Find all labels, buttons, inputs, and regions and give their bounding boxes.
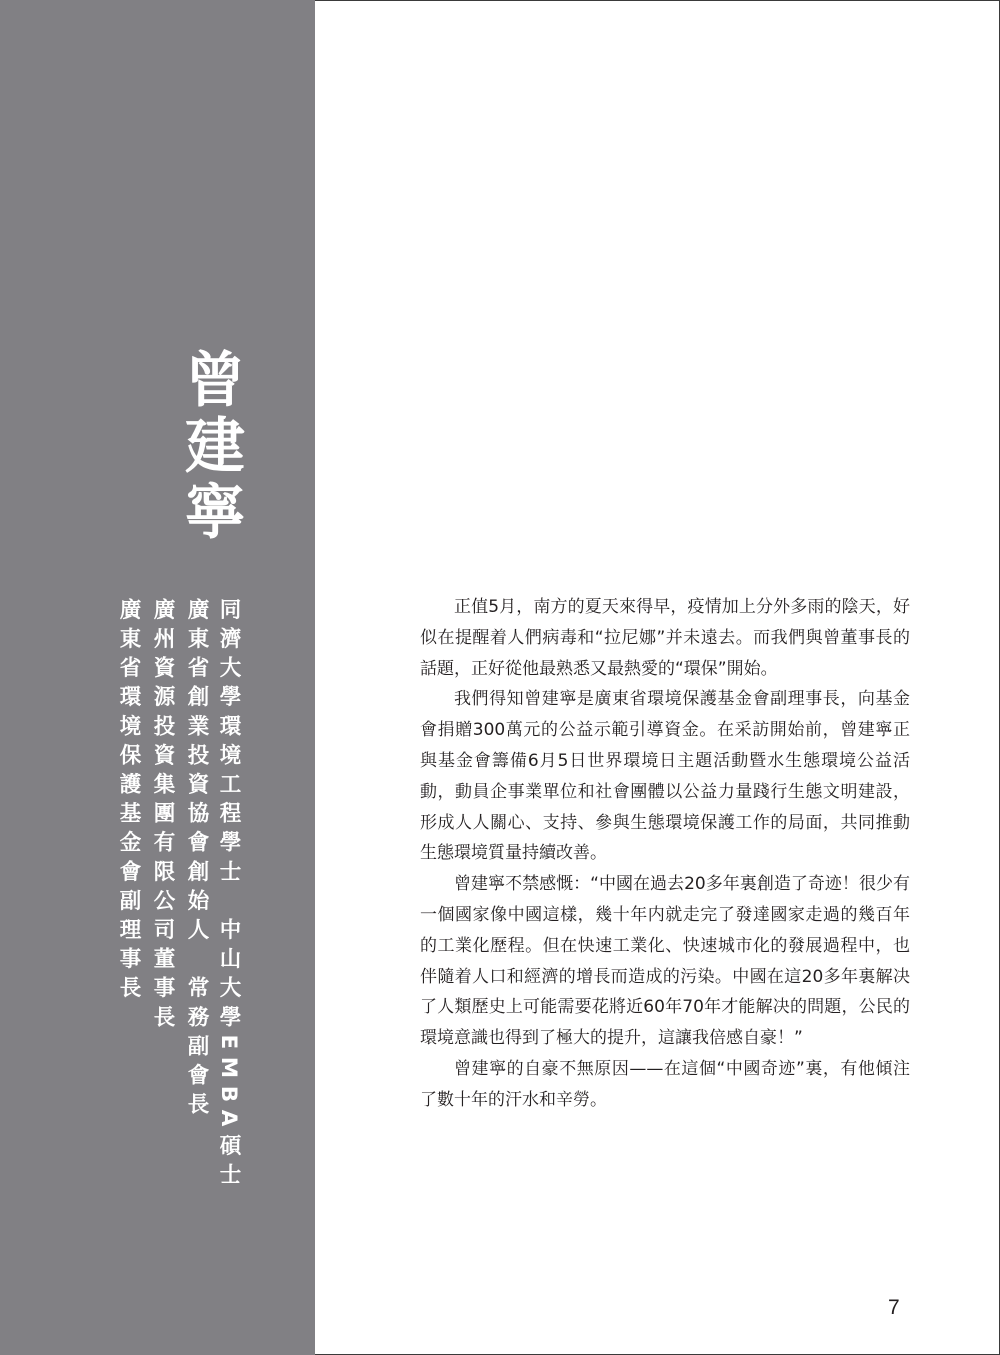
credential-association: 廣東省創業投資協會創始人 常務副會長 xyxy=(184,598,209,1122)
credential-education: 同濟大學環境工程學士 中山大學EMBA碩士 xyxy=(216,598,241,1193)
profile-name: 曾建寧 xyxy=(175,348,245,546)
article-body xyxy=(420,592,910,1116)
article-paragraph: 曾建寧不禁感慨：“中國在過去20多年裏創造了奇迹！很少有一個國家像中國這樣，幾十年内就走完了發達國家走過的幾百年的工業化歷程。但在快速工業化、快速城市化的發展過程中，也伴隨着人口和經濟的增長而造成的污染。中國在這20多年裏解决了人類歷史上可能需要花將近60年70年才能解决的問題，公民的環境意識也得到了極大的提升，這讓我倍感自豪！” xyxy=(420,874,910,1049)
credential-company: 廣州資源投資集團有限公司董事長 xyxy=(150,598,175,1035)
article-paragraph: 曾建寧的自豪不無原因——在這個“中國奇迹”裏，有他傾注了數十年的汗水和辛勞。 xyxy=(420,1058,910,1110)
article-paragraph: 我們得知曾建寧是廣東省環境保護基金會副理事長，向基金會捐贈300萬元的公益示範引導資金。在采訪開始前，曾建寧正與基金會籌備6月5日世界環境日主題活動暨水生態環境公益活動，動員企事業單位和社會團體以公益力量踐行生態文明建設，形成人人關心、支持、參與生態環境保護工作的局面，共同推動生態環境質量持續改善。 xyxy=(420,689,910,864)
article-paragraph: 正值5月，南方的夏天來得早，疫情加上分外多雨的陰天，好似在提醒着人們病毒和“拉尼娜”并未遠去。而我們與曾董事長的話題，正好從他最熟悉又最熱愛的“環保”開始。 xyxy=(420,597,910,679)
page-number: 7 xyxy=(888,1296,900,1319)
credential-foundation: 廣東省環境保護基金會副理事長 xyxy=(116,598,141,1006)
profile-sidebar xyxy=(0,0,315,1355)
